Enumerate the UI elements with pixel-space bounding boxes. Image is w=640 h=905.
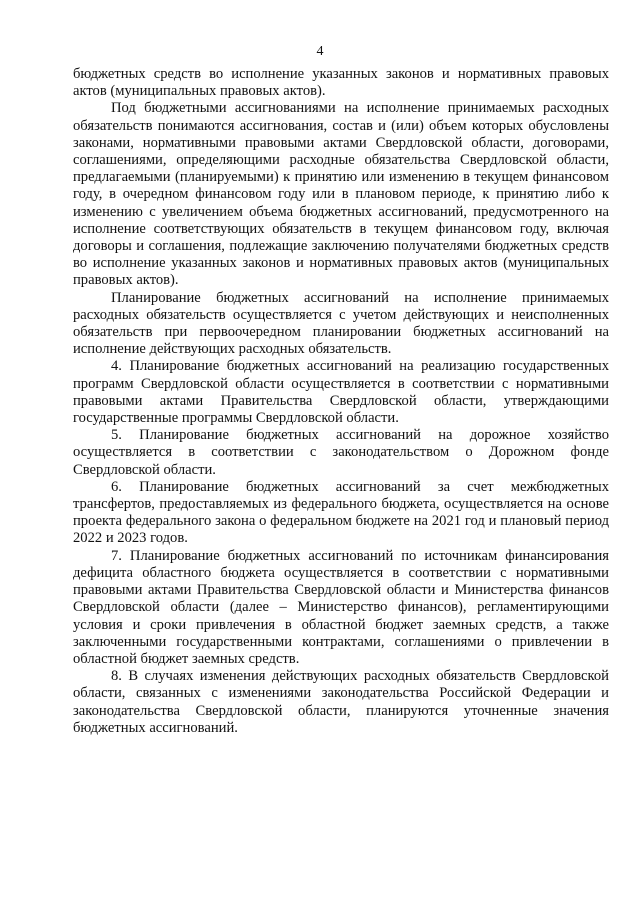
document-body: [73, 66, 609, 737]
paragraph-item-4: 4. Планирование бюджетных ассигнований на реализацию государственных программ Свердловской области осуществляется в соответствии с нормативными правовыми актами Правительства Свердловской области, утверждающими государственные программы Свердловской области.: [73, 358, 609, 427]
paragraph-item-5: 5. Планирование бюджетных ассигнований на дорожное хозяйство осуществляется в соответствии с законодательством о Дорожном фонде Свердловской области.: [73, 427, 609, 478]
paragraph-continuation: бюджетных средств во исполнение указанных законов и нормативных правовых актов (муниципальных правовых актов).: [73, 66, 609, 100]
page-number: 4: [316, 44, 324, 59]
paragraph-new-obligations-definition: Под бюджетными ассигнованиями на исполнение принимаемых расходных обязательств понимаются ассигнования, состав и (или) объем которых обусловлены законами, нормативными правовыми актами Свердловской области, договорами, соглашениями, определяющими расходные обязательства Свердловской области, предлагаемыми (планируемыми) к принятию или изменению в текущем финансовом году, в очередном финансовом году или в плановом периоде, к принятию либо к изменению с увеличением объема бюджетных ассигнований, предусмотренного на исполнение соответствующих обязательств в текущем финансовом году, включая договоры и соглашения, подлежащие заключению получателями бюджетных средств во исполнение указанных законов и нормативных правовых актов (муниципальных правовых актов).: [73, 100, 609, 289]
paragraph-new-obligations-planning: Планирование бюджетных ассигнований на исполнение принимаемых расходных обязательств осуществляется с учетом действующих и неисполненных обязательств при первоочередном планировании бюджетных ассигнований на исполнение действующих расходных обязательств.: [73, 289, 609, 358]
paragraph-item-8: 8. В случаях изменения действующих расходных обязательств Свердловской области, связанных с изменениями законодательства Российской Федерации и законодательства Свердловской области, планируются уточненные значения бюджетных ассигнований.: [73, 668, 609, 736]
paragraph-item-6: 6. Планирование бюджетных ассигнований за счет межбюджетных трансфертов, предоставляемых из федерального бюджета, осуществляется на основе проекта федерального закона о федеральном бюджете на 2021 год и плановый период 2022 и 2023 годов.: [73, 478, 609, 547]
paragraph-item-7: 7. Планирование бюджетных ассигнований по источникам финансирования дефицита областного бюджета осуществляется в соответствии с нормативными правовыми актами Правительства Свердловской области и Министерства финансов Свердловской области (далее – Министерство финансов), регламентирующими условия и сроки привлечения в областной бюджет заемных средств, а также заключенными государственными контрактами, соглашениями о привлечении в областной бюджет заемных средств.: [73, 547, 609, 667]
